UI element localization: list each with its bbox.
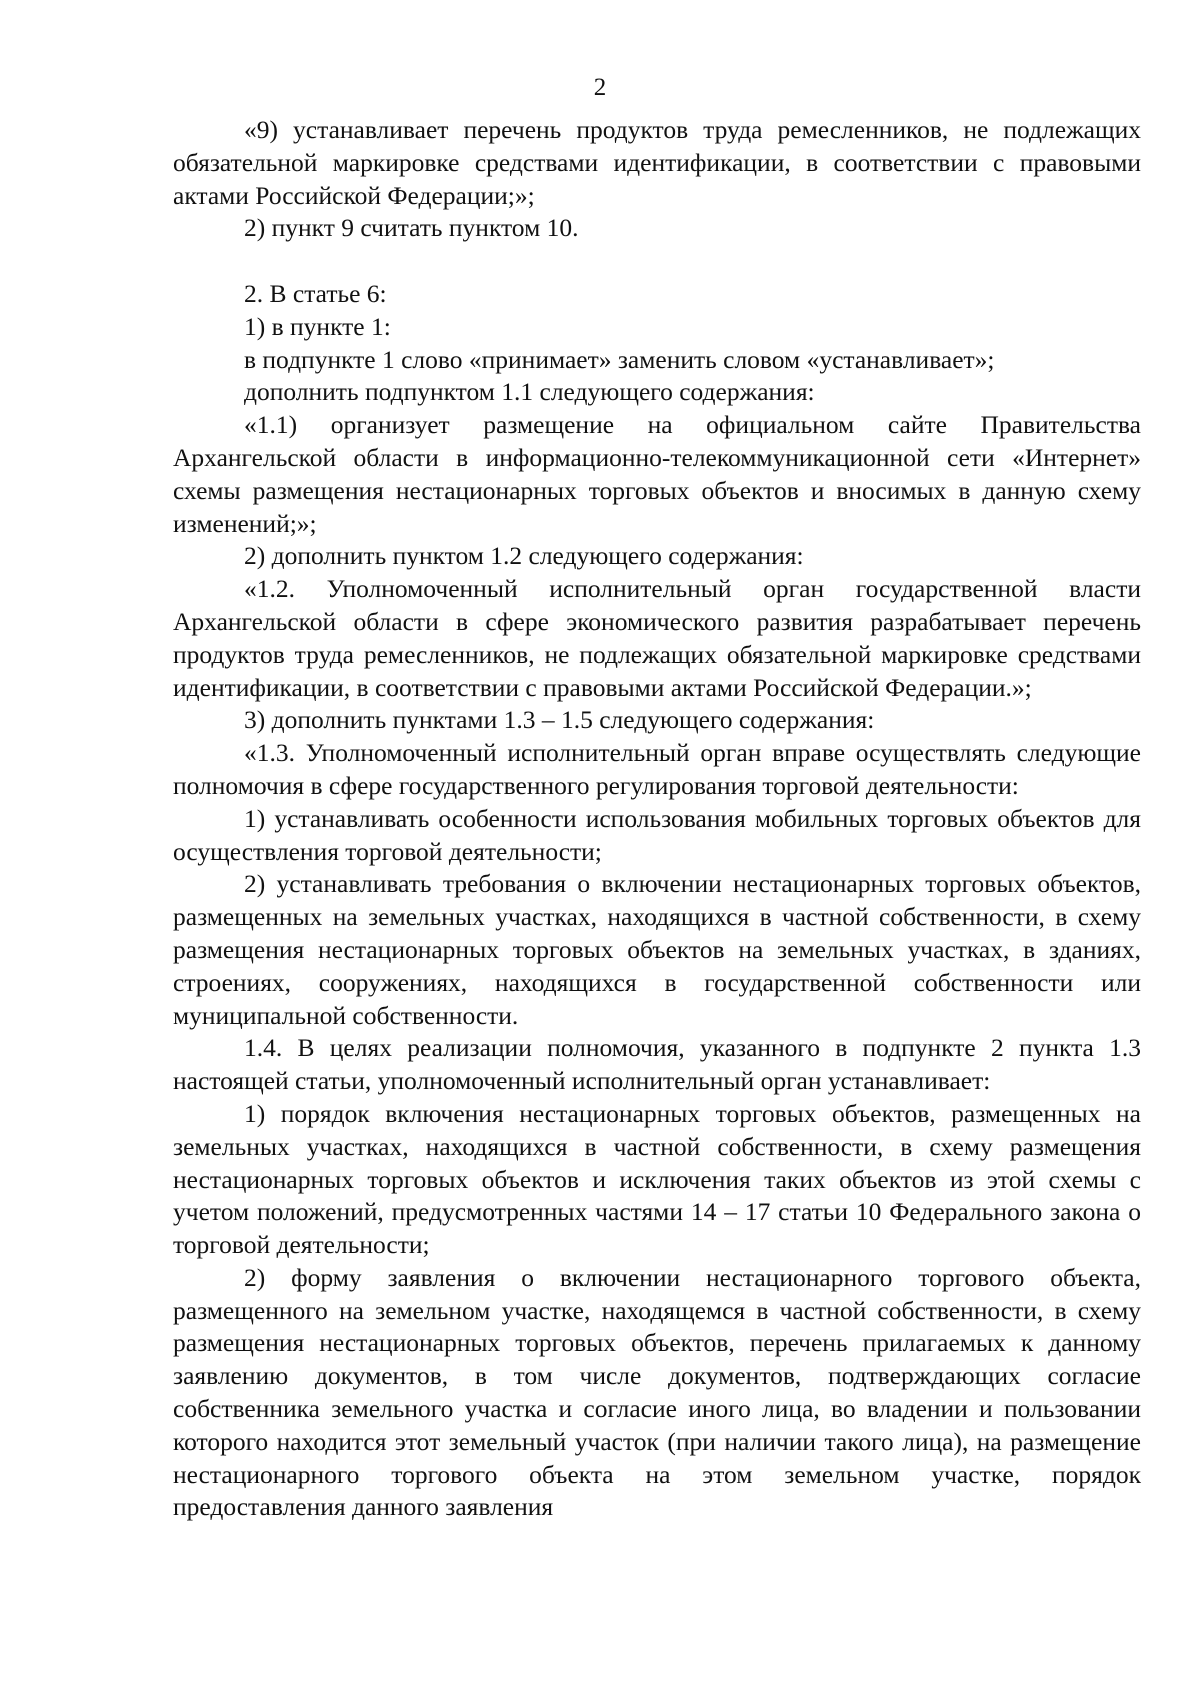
- page-number: 2: [593, 74, 607, 101]
- paragraph-subpoint-1-1: «1.1) организует размещение на официальном сайте Правительства Архангельской области в информационно-телекоммуникационной сети «Интернет» схемы размещения нестационарных торговых объектов и вносимых в данную схему изменений;»;: [173, 410, 1141, 538]
- paragraph-point-1-3-item-1: 1) устанавливать особенности использования мобильных торговых объектов для осуществления торговой деятельности;: [173, 803, 1141, 866]
- paragraph-point-1-4: 1.4. В целях реализации полномочия, указанного в подпункте 2 пункта 1.3 настоящей статьи, уполномоченный исполнительный орган устанавливает:: [173, 1033, 1141, 1096]
- paragraph-add-points-1-3-1-5: 3) дополнить пунктами 1.3 – 1.5 следующего содержания:: [244, 705, 875, 735]
- paragraph-point-1-heading: 1) в пункте 1:: [244, 311, 391, 341]
- paragraph-article-6-heading: 2. В статье 6:: [244, 278, 387, 308]
- paragraph-item-9: «9) устанавливает перечень продуктов труда ремесленников, не подлежащих обязательной маркировке средствами идентификации, в соответствии с правовыми актами Российской Федерации;»;: [173, 115, 1141, 210]
- paragraph-point-1-3-item-2: 2) устанавливать требования о включении нестационарных торговых объектов, размещенных на земельных участках, находящихся в частной собственности, в схему размещения нестационарных торговых объектов на земельных участках, в зданиях, строениях, сооружениях, находящихся в государственной собственности или муниципальной собственности.: [173, 869, 1141, 1030]
- document-body: [173, 114, 1141, 1524]
- paragraph-add-point-1-2: 2) дополнить пунктом 1.2 следующего содержания:: [244, 541, 804, 571]
- paragraph-renumber: 2) пункт 9 считать пунктом 10.: [244, 213, 579, 243]
- paragraph-add-subpoint-1-1: дополнить подпунктом 1.1 следующего содержания:: [244, 377, 815, 407]
- paragraph-point-1-2: «1.2. Уполномоченный исполнительный орган государственной власти Архангельской области в сфере экономического развития разрабатывает перечень продуктов труда ремесленников, не подлежащих обязательной маркировке средствами идентификации, в соответствии с правовыми актами Российской Федерации.»;: [173, 574, 1141, 702]
- paragraph-word-replacement: в подпункте 1 слово «принимает» заменить словом «устанавливает»;: [244, 344, 995, 374]
- paragraph-point-1-4-item-2: 2) форму заявления о включении нестационарного торгового объекта, размещенного на земельном участке, находящемся в частной собственности, в схему размещения нестационарных торговых объектов, перечень прилагаемых к данному заявлению документов, в том числе документов, подтверждающих согласие собственника земельного участка и согласие иного лица, во владении и пользовании которого находится этот земельный участок (при наличии такого лица), на размещение нестационарного торгового объекта на этом земельном участке, порядок предоставления данного заявления: [173, 1262, 1141, 1522]
- paragraph-point-1-3: «1.3. Уполномоченный исполнительный орган вправе осуществлять следующие полномочия в сфере государственного регулирования торговой деятельности:: [173, 738, 1141, 800]
- paragraph-point-1-4-item-1: 1) порядок включения нестационарных торговых объектов, размещенных на земельных участках, находящихся в частной собственности, в схему размещения нестационарных торговых объектов и исключения таких объектов из этой схемы с учетом положений, предусмотренных частями 14 – 17 статьи 10 Федерального закона о торговой деятельности;: [173, 1098, 1141, 1260]
